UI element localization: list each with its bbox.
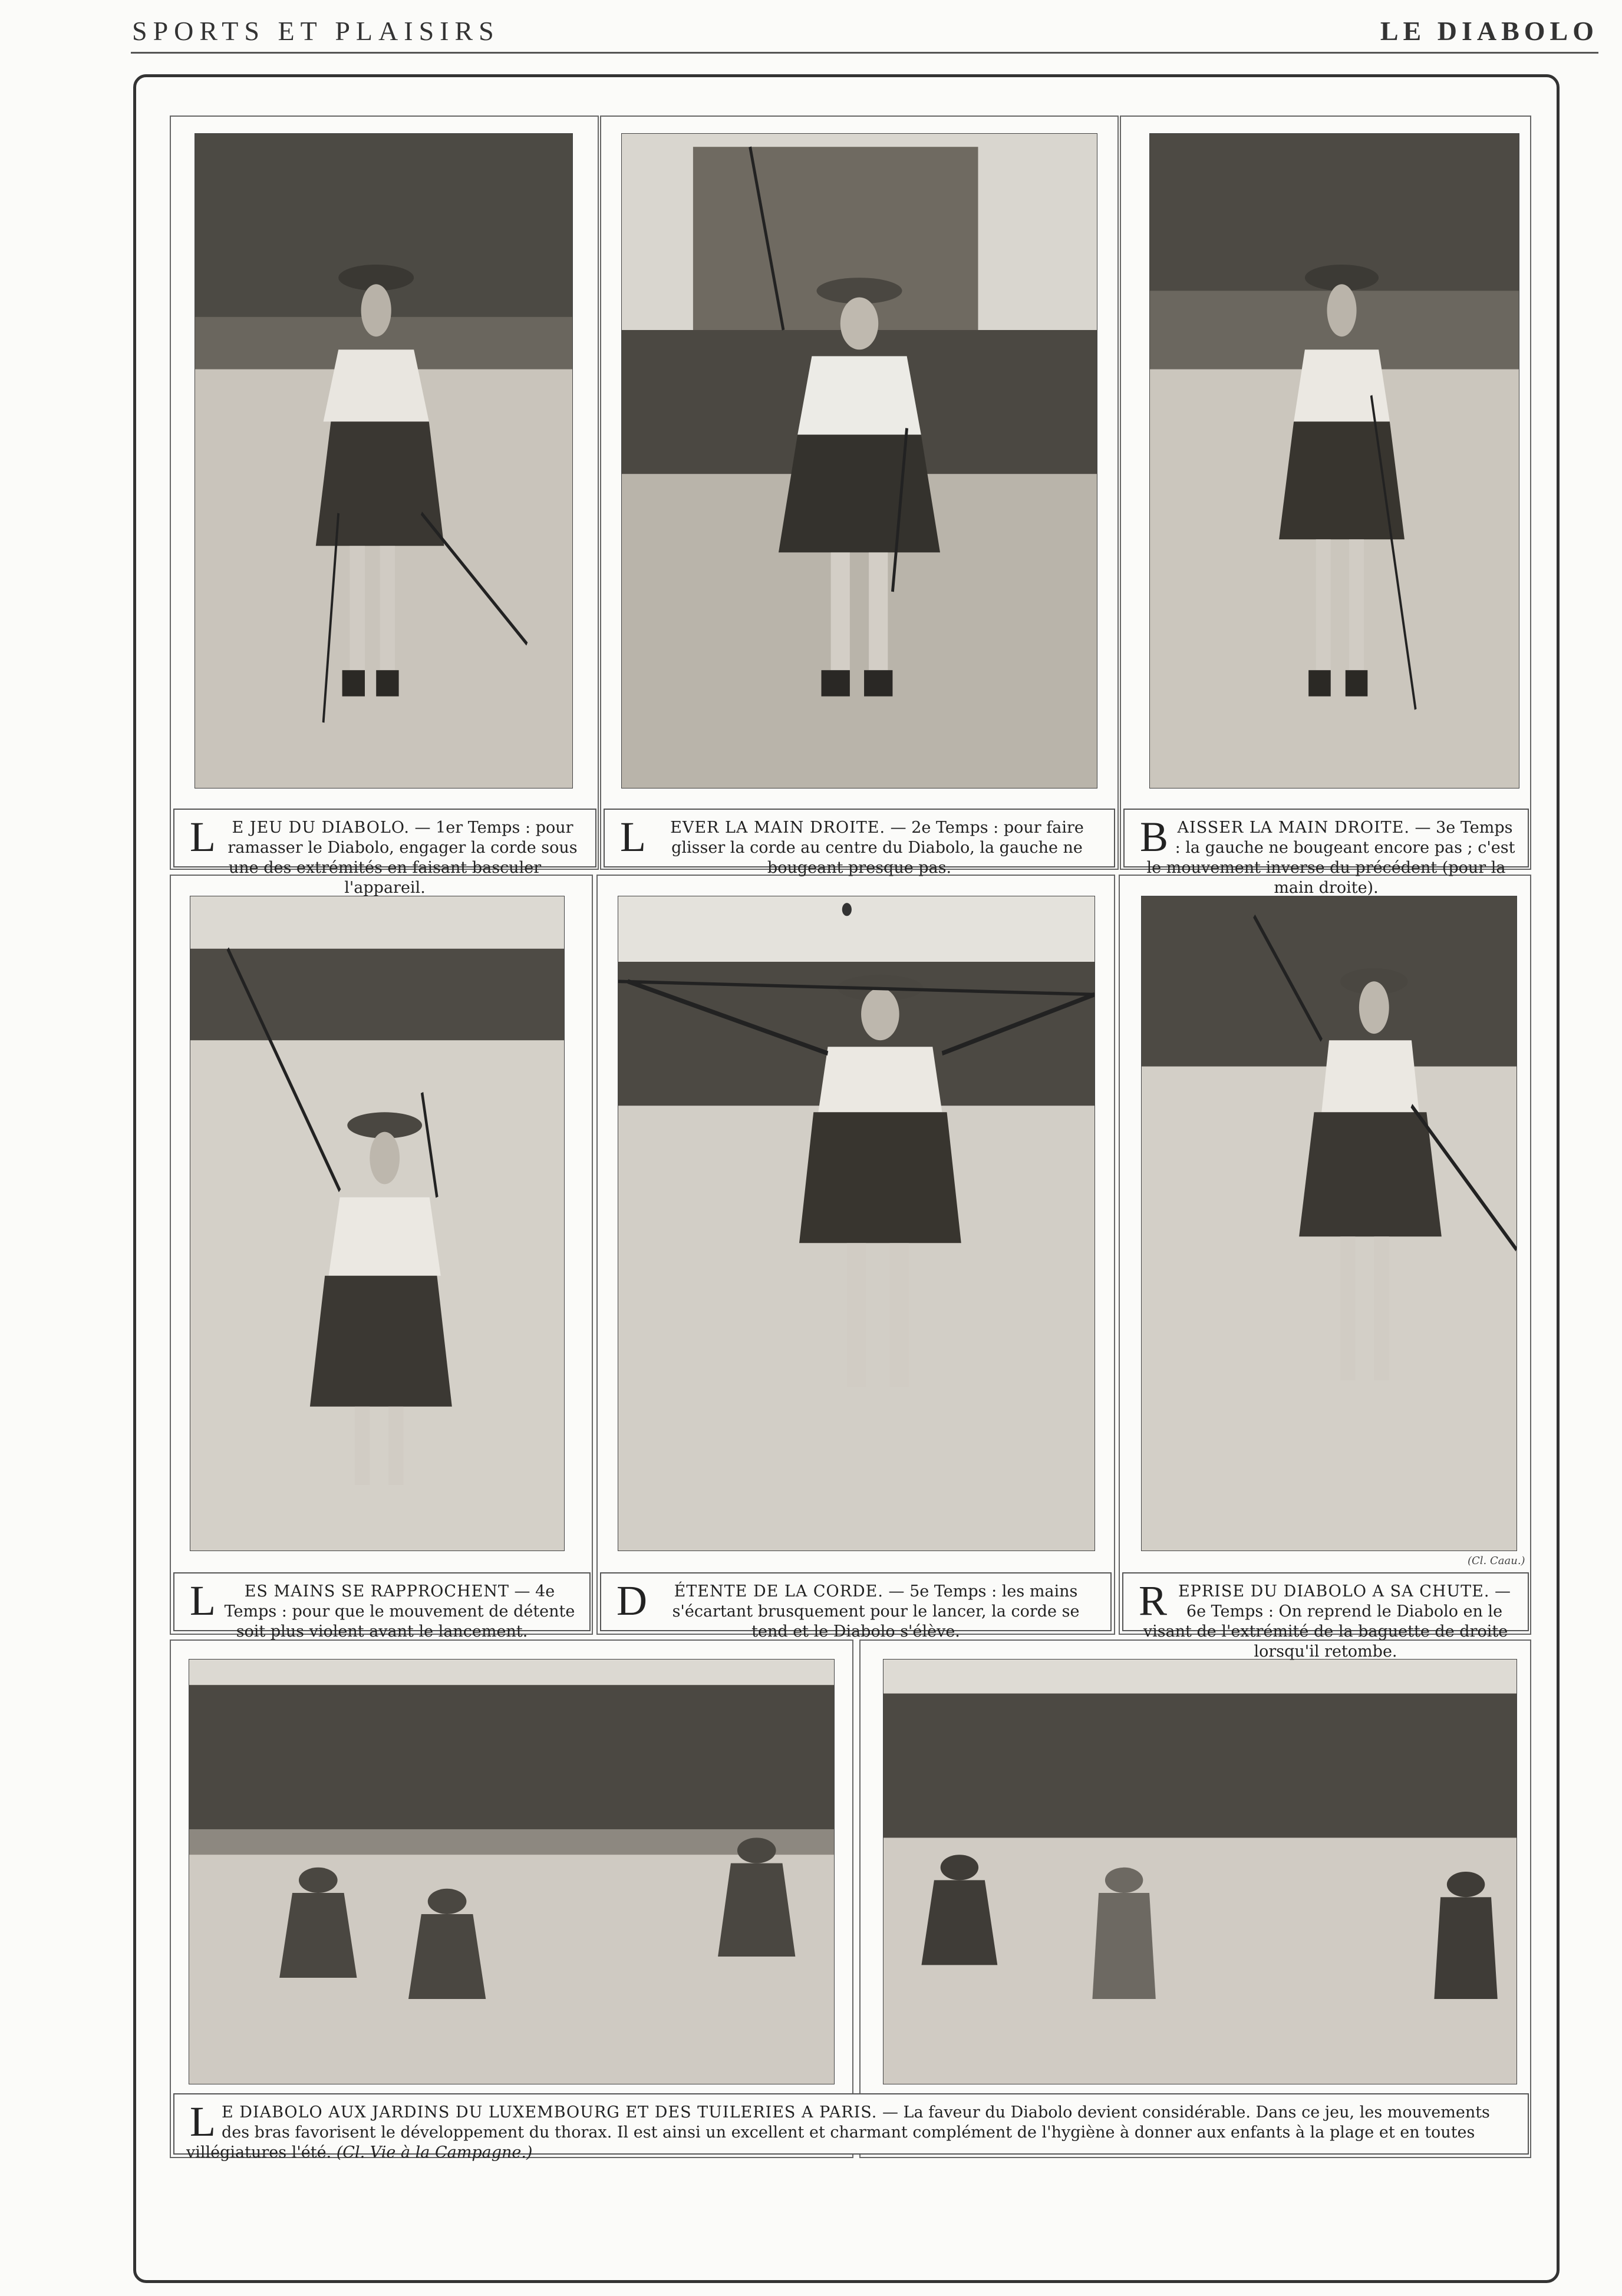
photo-5: [618, 896, 1095, 1551]
photo-4: [190, 896, 565, 1551]
caption-text: — 5e Temps : les mains s'écartant brusquement pour le lancer, la corde se tend et le Diabolo s'élève.: [672, 1582, 1080, 1641]
caption-title: E JEU DU DIABOLO.: [232, 819, 410, 837]
caption-text: — 1er Temps : pour ramasser le Diabolo, engager la corde sous une des extrémités en faisant basculer l'appareil.: [228, 819, 578, 897]
children-tuileries-photo: [883, 1660, 1516, 2084]
bottom-caption: [173, 2093, 1529, 2162]
caption-title: E DIABOLO AUX JARDINS DU LUXEMBOURG ET DES TUILERIES A PARIS.: [221, 2103, 878, 2122]
caption-dropcap: D: [617, 1577, 647, 1624]
photo-3: [1149, 133, 1519, 789]
caption-dropcap: L: [620, 813, 646, 860]
header-left-title: SPORTS ET PLAISIRS: [132, 16, 500, 46]
caption-title: ES MAINS SE RAPPROCHENT: [244, 1582, 509, 1601]
girl-lowering-right-hand-photo: [1150, 134, 1519, 788]
caption-text: — 6e Temps : On reprend le Diabolo en le visant de l'extrémité de la baguette de droite lorsqu'il retombe.: [1143, 1582, 1511, 1661]
caption-text: — 3e Temps : la gauche ne bougeant encore pas ; c'est le mouvement inverse du précédent (pour la main droite).: [1146, 819, 1515, 897]
girl-launching-diabolo-photo: [618, 896, 1094, 1551]
header-rule: [131, 52, 1598, 54]
caption-credit: (Cl. Vie à la Campagne.): [331, 2143, 533, 2162]
caption-dropcap: B: [1140, 813, 1169, 860]
caption-text: — 2e Temps : pour faire glisser la corde au centre du Diabolo, la gauche ne bougeant presque pas.: [671, 819, 1084, 877]
girl-picking-up-diabolo-photo: [195, 134, 572, 788]
caption-title: EPRISE DU DIABOLO A SA CHUTE.: [1178, 1582, 1490, 1601]
caption-2: [604, 809, 1115, 877]
photo-1: [194, 133, 573, 789]
caption-title: ÉTENTE DE LA CORDE.: [674, 1582, 883, 1601]
header-right-title: LE DIABOLO: [1380, 16, 1598, 46]
caption-title: AISSER LA MAIN DROITE.: [1177, 819, 1410, 837]
caption-4: [173, 1572, 591, 1641]
children-luxembourg-garden-photo: [189, 1660, 834, 2084]
caption-6: [1122, 1572, 1529, 1661]
caption-text: — La faveur du Diabolo devient considérable. Dans ce jeu, les mouvements des bras favorisent le développement du thorax. Il est ainsi un excellent et charmant complément de l'hygiène à donner aux enfants à la plage et en toutes villégiatures l'été.: [186, 2103, 1490, 2162]
caption-title: EVER LA MAIN DROITE.: [670, 819, 886, 837]
photo-credit: (Cl. Caau.): [1468, 1555, 1525, 1567]
caption-dropcap: L: [190, 1577, 216, 1624]
caption-dropcap: R: [1139, 1577, 1168, 1624]
girl-hands-together-photo: [190, 896, 564, 1551]
caption-5: [600, 1572, 1112, 1641]
girl-raising-right-hand-photo: [622, 134, 1097, 788]
caption-dropcap: L: [190, 2098, 216, 2145]
photo-8: [883, 1659, 1517, 2084]
photo-7: [189, 1659, 835, 2084]
girl-catching-diabolo-photo: [1142, 896, 1516, 1551]
photo-6: [1141, 896, 1517, 1551]
photo-2: [621, 133, 1097, 789]
caption-dropcap: L: [190, 813, 216, 860]
caption-text: — 4e Temps : pour que le mouvement de détente soit plus violent avant le lancement.: [224, 1582, 575, 1641]
caption-3: [1123, 809, 1529, 897]
caption-1: [173, 809, 596, 897]
